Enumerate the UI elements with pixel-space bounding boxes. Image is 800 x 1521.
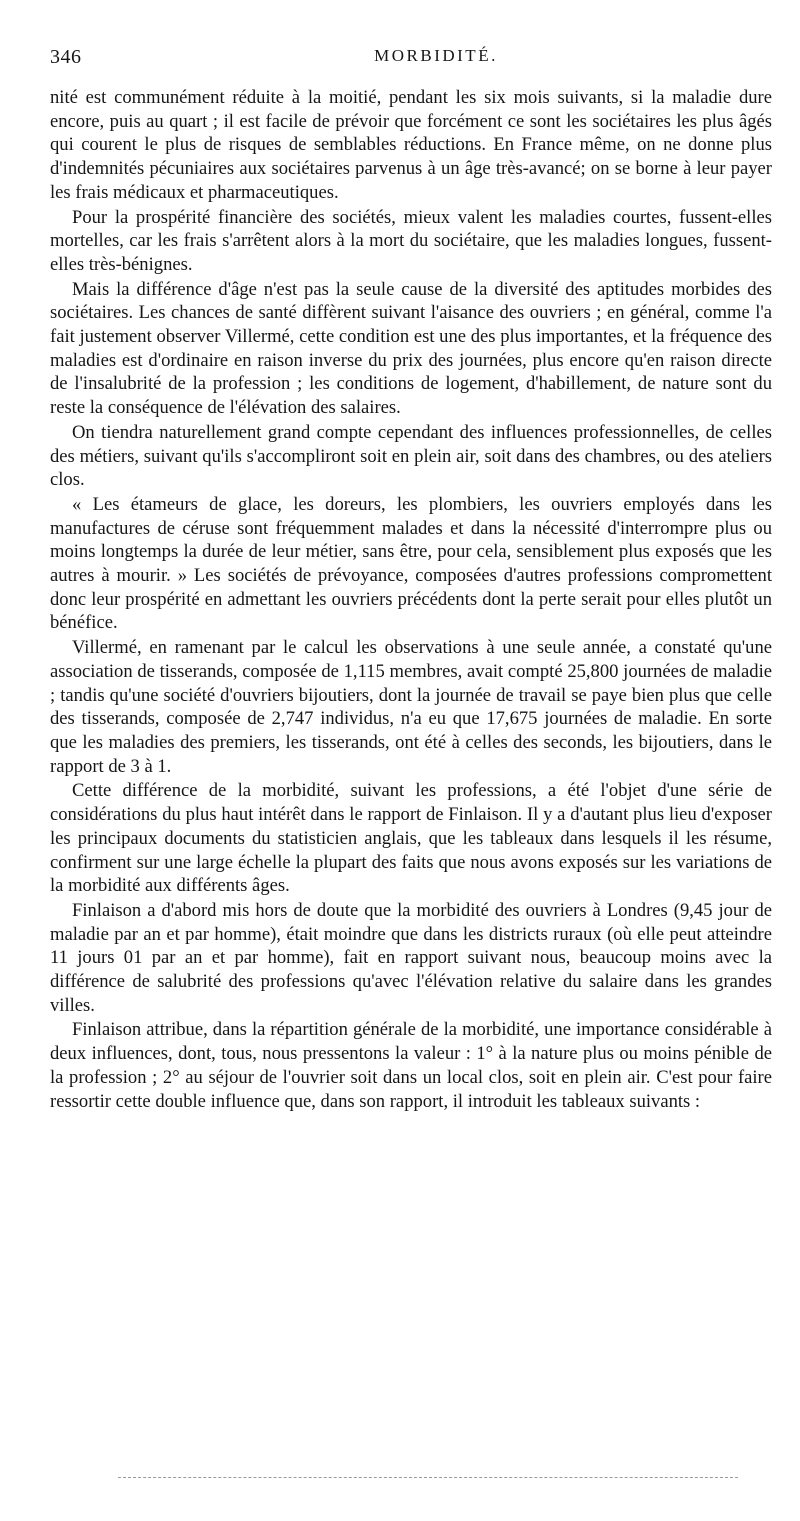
paragraph: Pour la prospérité financière des sociétés, mieux valent les maladies courtes, fussent-elles mortelles, car les frais s'arrêtent alors à la mort du sociétaire, que les maladies longues, fussent-elles très-bénignes. bbox=[50, 206, 772, 275]
paragraph-continuation: nité est communément réduite à la moitié, pendant les six mois suivants, si la maladie dure encore, puis au quart ; il est facile de prévoir que forcément ce sont les sociétaires les plus âgés qui courent le plus de risques de semblables réductions. En France même, on ne donne plus d'indemnités pécuniaires aux sociétaires parvenus à un âge très-avancé; on se borne à leur payer les frais médicaux et pharmaceutiques. bbox=[50, 87, 772, 203]
paragraph: Villermé, en ramenant par le calcul les observations à une seule année, a constaté qu'une association de tisserands, composée de 1,115 membres, avait compté 25,800 journées de maladie ; tandis qu'une société d'ouvriers bijoutiers, dont la journée de travail se paye bien plus que celle des tisserands, composée de 2,747 individus, n'a eu que 17,675 journées de maladie. En sorte que les maladies des premiers, les tisserands, ont été à celles des seconds, les bijoutiers, dans le rapport de 3 à 1. bbox=[50, 637, 772, 777]
paragraph: Cette différence de la morbidité, suivant les professions, a été l'objet d'une série de considérations du plus haut intérêt dans le rapport de Finlaison. Il y a d'autant plus lieu d'exposer les principaux documents du statisticien anglais, que les tableaux dans lesquels il les résume, confirment sur une large échelle la plupart des faits que nous avons exposés sur les variations de la morbidité aux différents âges. bbox=[50, 780, 772, 897]
body-text bbox=[50, 86, 772, 1113]
running-head bbox=[50, 46, 782, 72]
paragraph: Finlaison a d'abord mis hors de doute que la morbidité des ouvriers à Londres (9,45 jour de maladie par an et par homme), était moindre que dans les districts ruraux (où elle peut atteindre 11 jours 01 par an et par homme), fait en rapport suivant nous, beaucoup moins avec la différence de salubrité des professions qu'avec l'élévation relative du salaire dans les grandes villes. bbox=[50, 899, 772, 1016]
paragraph: On tiendra naturellement grand compte cependant des influences professionnelles, de celles des métiers, suivant qu'ils s'accompliront soit en plein air, soit dans des chambres, ou des ateliers clos. bbox=[50, 421, 772, 491]
running-title: MORBIDITÉ. bbox=[374, 46, 498, 65]
paragraph: Finlaison attribue, dans la répartition générale de la morbidité, une importance considérable à deux influences, dont, tous, nous pressentons la valeur : 1° à la nature plus ou moins pénible de la profession ; 2° au séjour de l'ouvrier soit dans un local clos, soit en plein air. C'est pour faire ressortir cette double influence que, dans son rapport, il introduit les tableaux suivants : bbox=[50, 1019, 772, 1112]
page-number: 346 bbox=[50, 46, 82, 68]
paragraph: Mais la différence d'âge n'est pas la seule cause de la diversité des aptitudes morbides des sociétaires. Les chances de santé diffèrent suivant l'aisance des ouvriers ; en général, comme l'a fait justement observer Villermé, cette condition est une des plus importantes, et la fréquence des maladies est d'ordinaire en raison inverse du prix des journées, plus encore qu'en raison directe de l'insalubrité de la profession ; les conditions de logement, d'habillement, de nature sont du reste la conséquence de l'élévation des salaires. bbox=[50, 278, 772, 419]
footer-rule bbox=[118, 1477, 738, 1478]
paragraph-quotation: « Les étameurs de glace, les doreurs, les plombiers, les ouvriers employés dans les manufactures de céruse sont fréquemment malades et dans la nécessité d'interrompre plus ou moins longtemps la durée de leur métier, sans être, pour cela, sensiblement plus exposés que les autres à mourir. » Les sociétés de prévoyance, composées d'autres professions compromettent donc leur prospérité en admettant les ouvriers précédents dont la perte serait pour elles plutôt un bénéfice. bbox=[50, 493, 772, 634]
